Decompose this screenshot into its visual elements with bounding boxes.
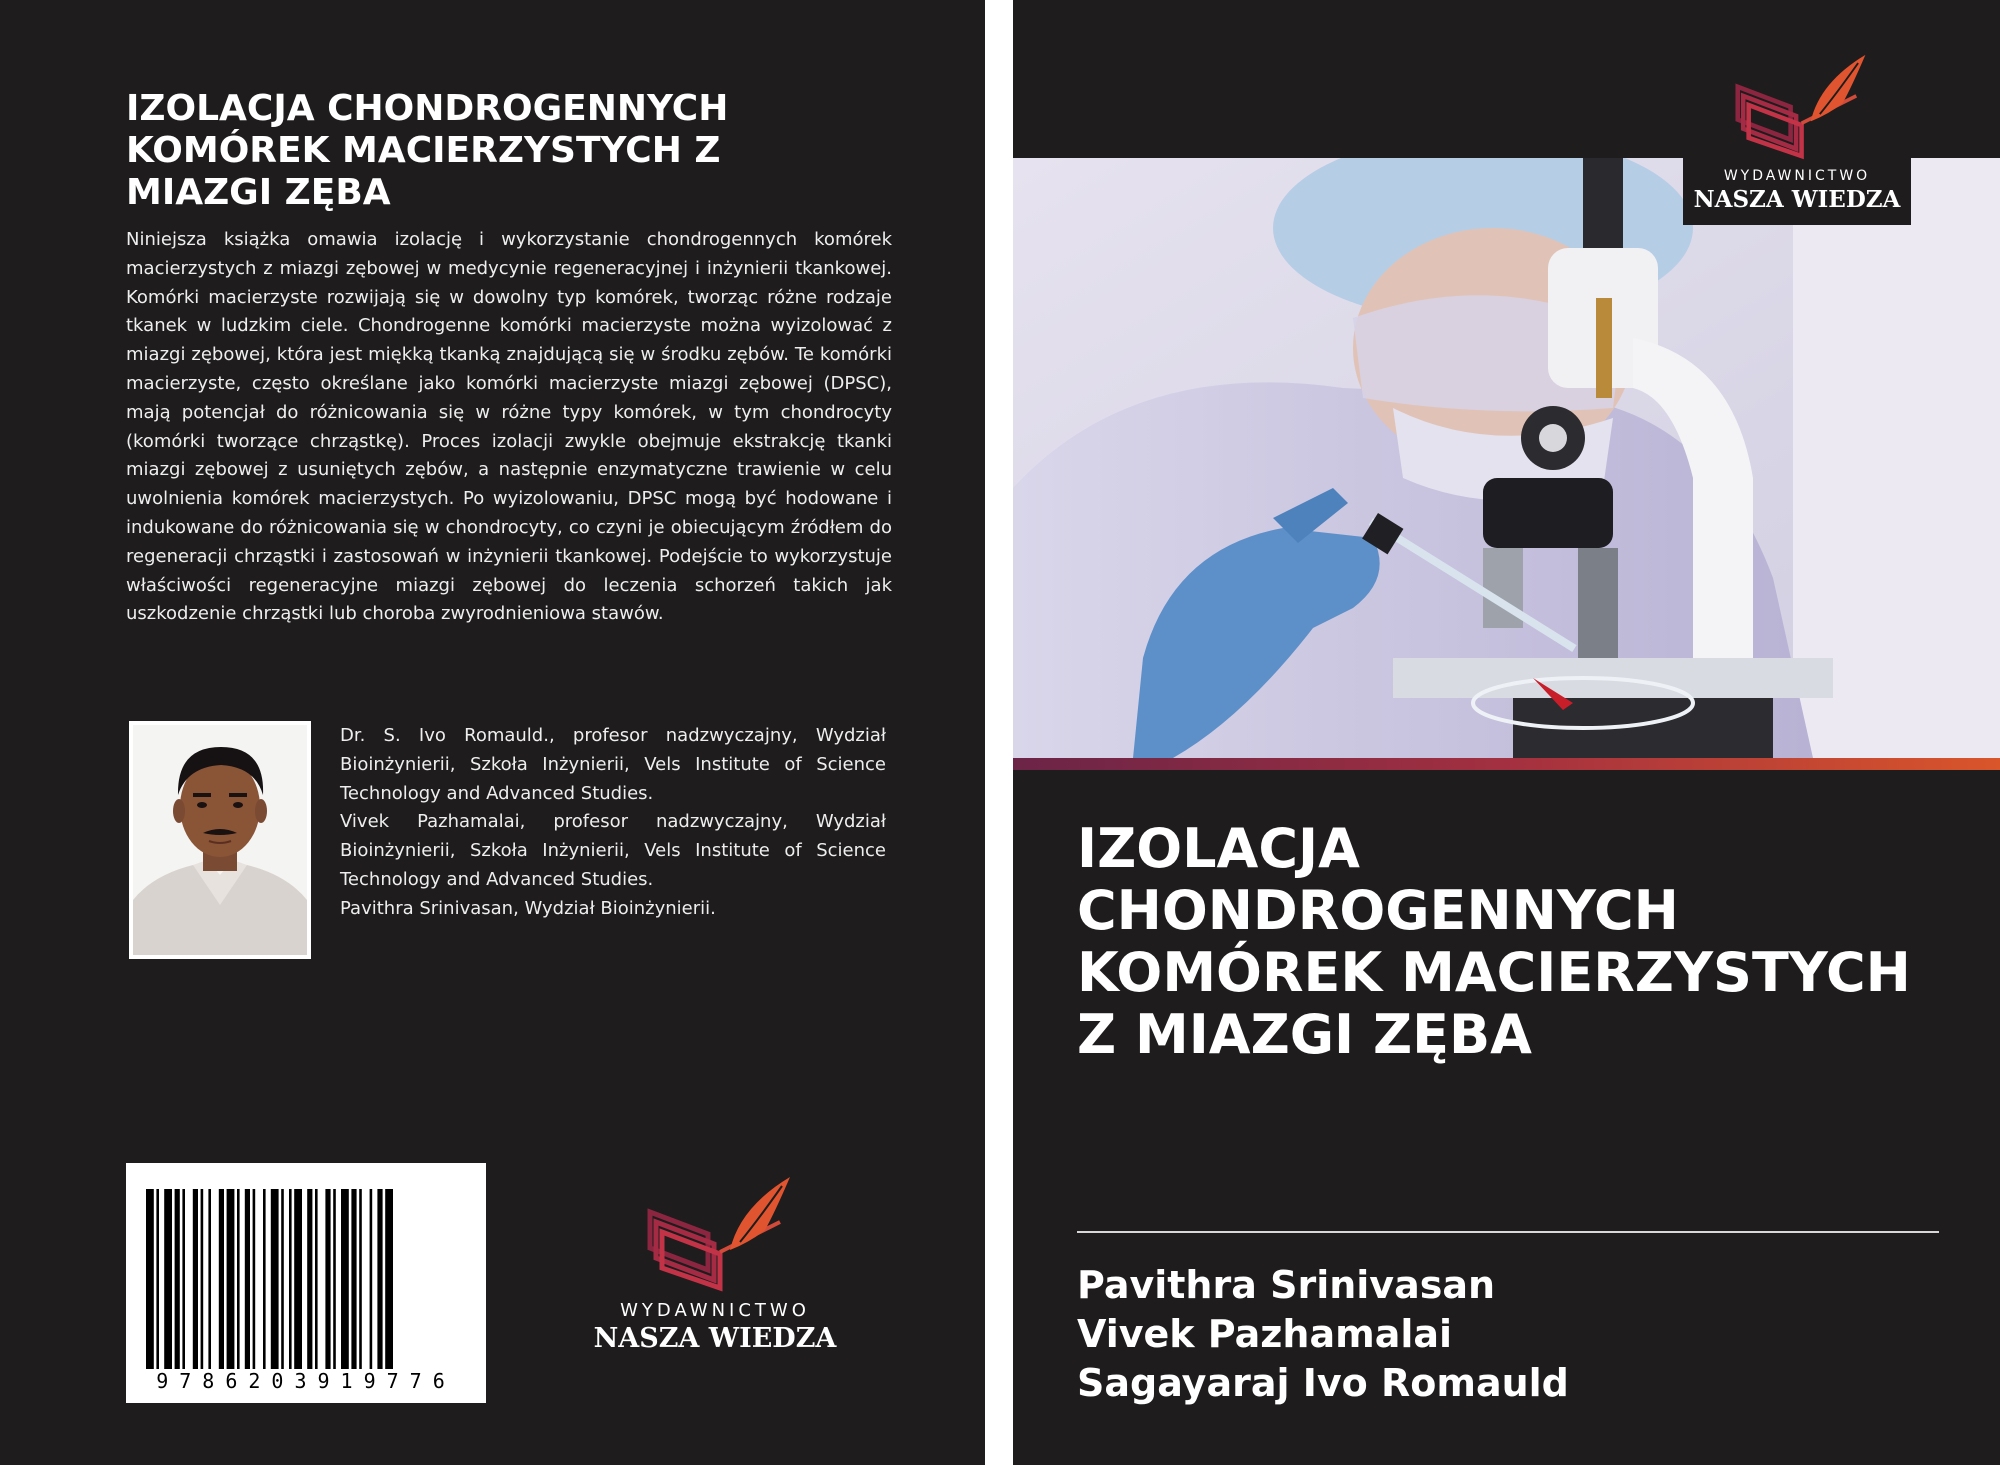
author-photo — [129, 721, 311, 959]
publisher-top-line: WYDAWNICTWO — [620, 1300, 810, 1321]
barcode-bar — [219, 1189, 224, 1369]
author-name: Pavithra Srinivasan — [1077, 1263, 1496, 1307]
barcode-bar — [289, 1189, 292, 1369]
barcode-bar — [182, 1189, 185, 1369]
barcode-bar — [227, 1189, 235, 1369]
barcode-bar — [237, 1189, 240, 1369]
book-quill-icon — [1683, 50, 1911, 160]
publisher-logo — [590, 1172, 840, 1362]
title-divider — [1077, 1231, 1939, 1233]
author-bio-line: Dr. S. Ivo Romauld., profesor nadzwyczajny, Wydział Bioinżynierii, Szkoła Inżynierii, Vels Institute of Science Technology and Advanced Studies. — [340, 725, 886, 804]
portrait-image — [133, 725, 307, 955]
author-bio-line: Vivek Pazhamalai, profesor nadzwyczajny, Wydział Bioinżynierii, Szkoła Inżynierii, Vels Institute of Science Technology and Advanced Studies. — [340, 811, 886, 890]
barcode-bar — [146, 1189, 154, 1369]
front-cover — [1013, 0, 2000, 1465]
back-cover-title: IZOLACJA CHONDROGENNYCH KOMÓREK MACIERZYSTYCH Z MIAZGI ZĘBA — [126, 88, 729, 213]
barcode-bar — [385, 1189, 393, 1369]
barcode-bar — [315, 1189, 318, 1369]
barcode-bar — [208, 1189, 211, 1369]
barcode-bar — [253, 1189, 256, 1369]
barcode-bar — [333, 1189, 336, 1369]
accent-stripe — [1013, 758, 2000, 770]
publisher-name: NASZA WIEDZA — [1693, 186, 1901, 213]
isbn-barcode — [126, 1163, 486, 1403]
front-cover-title: IZOLACJA CHONDROGENNYCH KOMÓREK MACIERZYSTYCH Z MIAZGI ZĘBA — [1077, 817, 1911, 1066]
publisher-logo-front — [1683, 50, 1911, 225]
barcode-bar — [164, 1189, 172, 1369]
barcode-bar — [307, 1189, 312, 1369]
barcode-bar — [245, 1189, 250, 1369]
publisher-top-line: WYDAWNICTWO — [1723, 168, 1871, 184]
lab-photo — [1013, 158, 2000, 758]
back-cover — [0, 0, 985, 1465]
barcode-bar — [281, 1189, 284, 1369]
barcode-bar — [370, 1189, 373, 1369]
barcode-bars — [126, 1163, 486, 1403]
barcode-bar — [193, 1189, 198, 1369]
author-bio-line: Pavithra Srinivasan, Wydział Bioinżynierii. — [340, 897, 716, 919]
author-bio — [340, 722, 886, 924]
barcode-bar — [294, 1189, 302, 1369]
book-description: Niniejsza książka omawia izolację i wykorzystanie chondrogennych komórek macierzystych z miazgi zębowej w medycynie regeneracyjnej i inżynierii tkankowej. Komórki macierzyste rozwijają się w dowolny typ komórek, tworząc różne rodzaje tkanek w ludzkim ciele. Chondrogenne komórki macierzyste można wyizolować z miazgi zębowej, która jest miękką tkanką znajdującą się w środku zębów. Te komórki macierzyste, często określane jako komórki macierzyste miazgi zębowej (DPSC), mają potencjał do różnicowania się w różne typy komórek, w tym chondrocyty (komórki tworzące chrząstkę). Proces izolacji zwykle obejmuje ekstrakcję tkanki miazgi zębowej z usuniętych zębów, a następnie enzymatyczne trawienie w celu uwolnienia komórek macierzystych. Po wyizolowaniu, DPSC mogą być hodowane i indukowane do różnicowania się w chondrocyty, co czyni je obiecującym źródłem do regeneracji chrząstki i zastosowań w inżynierii tkankowej. Podejście to wykorzystuje właściwości regeneracyjne miazgi zębowej do leczenia schorzeń takich jak uszkodzenie chrząstki lub choroba zwyrodnieniowa stawów. — [126, 229, 892, 625]
barcode-bar — [325, 1189, 330, 1369]
isbn-digits: 9786203919776 — [136, 1369, 476, 1393]
barcode-bar — [377, 1189, 382, 1369]
barcode-bar — [351, 1189, 356, 1369]
author-name: Sagayaraj Ivo Romauld — [1077, 1361, 1569, 1405]
barcode-bar — [201, 1189, 204, 1369]
barcode-bar — [359, 1189, 362, 1369]
barcode-bar — [271, 1189, 279, 1369]
publisher-name: NASZA WIEDZA — [593, 1323, 837, 1354]
barcode-bar — [263, 1189, 266, 1369]
author-name: Vivek Pazhamalai — [1077, 1312, 1453, 1356]
scientist-microscope-image — [1013, 158, 2000, 758]
barcode-bar — [341, 1189, 349, 1369]
barcode-bar — [156, 1189, 159, 1369]
barcode-bar — [175, 1189, 180, 1369]
book-quill-icon — [590, 1172, 840, 1292]
